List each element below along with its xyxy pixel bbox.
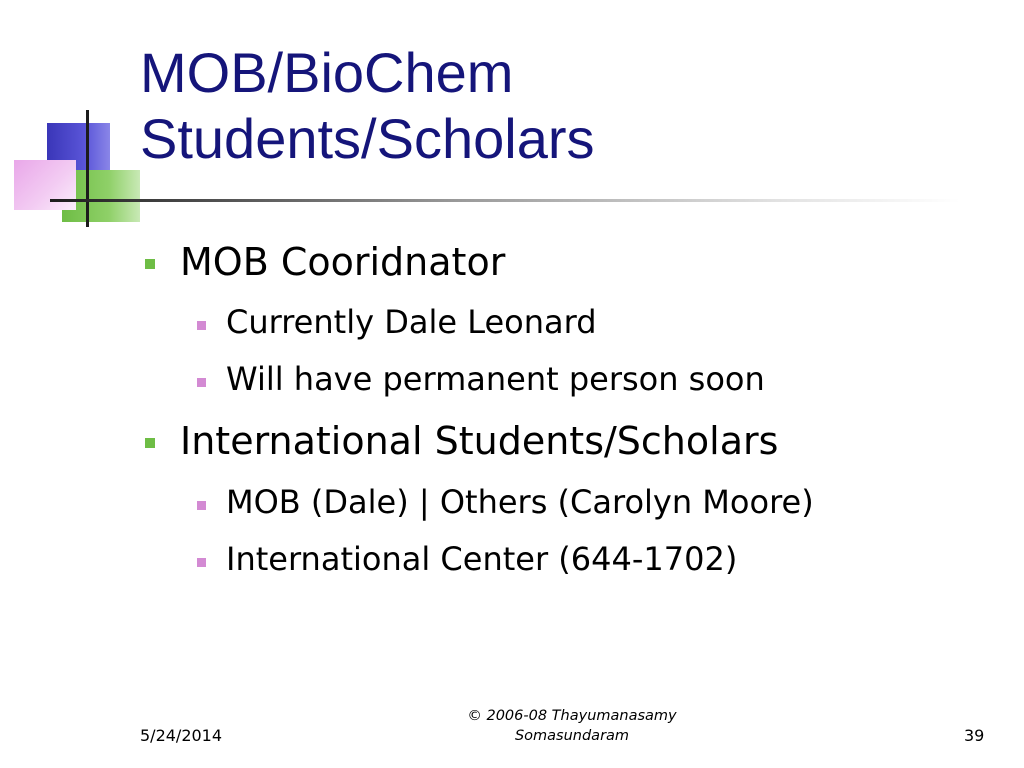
footer-copyright	[400, 706, 744, 746]
sub-bullet-square-icon	[197, 558, 206, 567]
bullet-square-icon	[145, 438, 155, 448]
footer-copyright-line-2: Somasundaram	[514, 728, 630, 744]
footer-copyright-line-1: © 2006-08 Thayumanasamy	[467, 708, 677, 724]
bullet-square-icon	[145, 259, 155, 269]
footer-page-number: 39	[964, 726, 985, 745]
sub-bullet-square-icon	[197, 378, 206, 387]
bullet-item: MOB Cooridnator	[180, 240, 506, 284]
sub-bullet-item: International Center (644-1702)	[226, 540, 738, 578]
bullet-item: International Students/Scholars	[180, 419, 779, 463]
sub-bullet-square-icon	[197, 501, 206, 510]
sub-bullet-item: Currently Dale Leonard	[226, 303, 597, 341]
slide-title-line-1: MOB/BioChem	[140, 41, 514, 104]
sub-bullet-item: MOB (Dale) | Others (Carolyn Moore)	[226, 483, 814, 521]
slide-title-line-2: Students/Scholars	[140, 107, 595, 170]
footer-date: 5/24/2014	[140, 726, 223, 745]
sub-bullet-square-icon	[197, 321, 206, 330]
sub-bullet-item: Will have permanent person soon	[226, 360, 765, 398]
